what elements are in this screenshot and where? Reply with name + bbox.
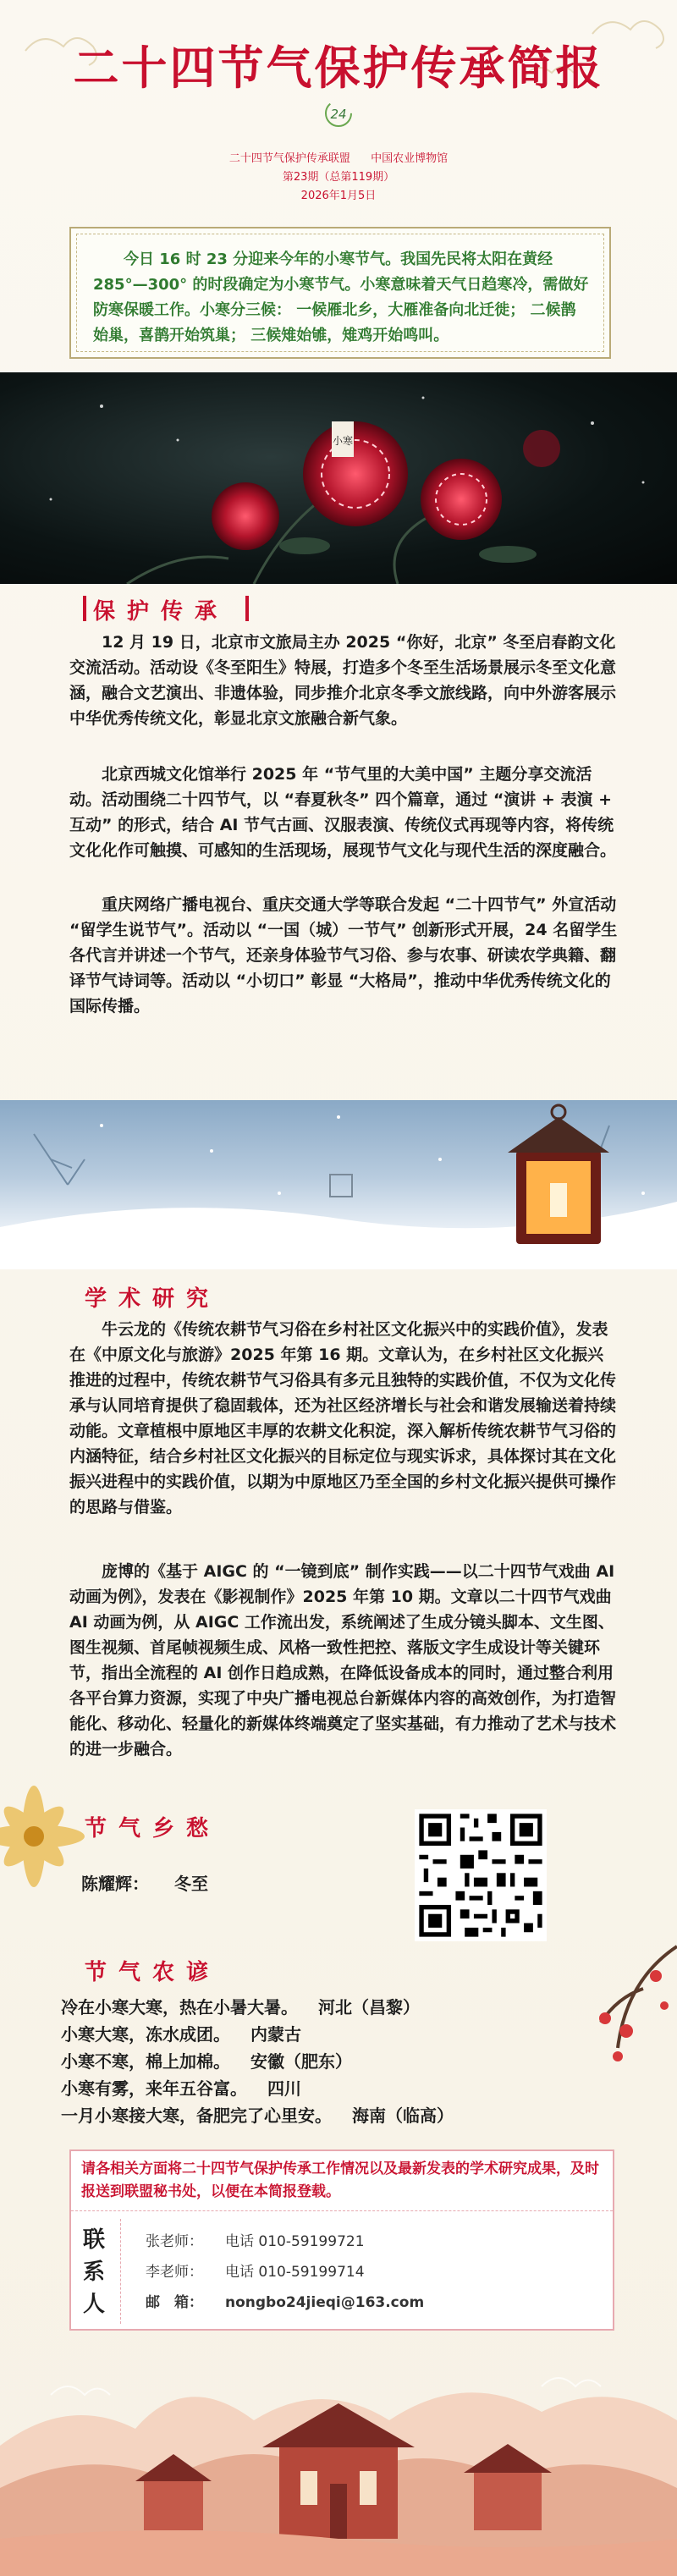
proverb-source: 内蒙古 [250, 2024, 301, 2045]
intro-text: 今日 16 时 23 分迎来今年的小寒节气。我国先民将太阳在黄经 285°—300° 的时段确定为小寒节气。小寒意味着天气日趋寒冷，需做好防寒保暖工作。小寒分三候： 一候雁北乡，大雁准备向北迁徙； 二候鹊始巢，喜鹊开始筑巢； 三候雉始雊，雉鸡开始鸣叫。 [93, 250, 589, 344]
notice-text: 请各相关方面将二十四节气保护传承工作情况以及最新发表的学术研究成果，及时报送到联盟秘书处，以便在本简报登载。 [81, 2160, 599, 2200]
banner-image-lantern [0, 1100, 677, 1269]
contact-divider [120, 2219, 122, 2324]
poem-author: 陈耀辉： [81, 1874, 149, 1894]
section-bar-left [83, 596, 86, 621]
xueshu-paragraph: 牛云龙的《传统农耕节气习俗在乡村社区文化振兴中的实践价值》，发表在《中原文化与旅游》2025 年第 16 期。文章认为，在乡村社区文化振兴推进的过程中，传统农耕节气习俗具有多元且独特的实践价值，不仅为文化传承与认同培育提供了稳固载体，还为社区经济增长与社会和谐发展输送着持续动能。文章植根中原地区丰厚的农耕文化积淀，深入解析传统农耕节气习俗的内涵特征，结合乡村社区文化振兴的目标定位与现实诉求，具体探讨其在文化振兴进程中的实践价值，以期为中原地区乃至全国的乡村文化振兴提供可操作的思路与借鉴。 [69, 1320, 617, 1516]
baohu-paragraph: 北京西城文化馆举行 2025 年 “节气里的大美中国” 主题分享交流活动。活动围绕二十四节气，以 “春夏秋冬” 四个篇章，通过 “演讲 + 表演 + 互动” 的形式，结合 AI 节气古画、汉服表演、传统仪式再现等内容，将传统文化化作可触摸、可感知的生活现场，展现节气文化与现代生活的深度融合。 [69, 765, 617, 860]
contact-name: 邮 箱： [146, 2294, 203, 2311]
intro-box [69, 227, 611, 359]
proverb-source: 四川 [267, 2078, 301, 2099]
contact-name: 张老师： [146, 2233, 203, 2250]
chrysanthemum-decoration [0, 1760, 118, 1929]
proverb-text: 一月小寒接大寒，备肥完了心里安。 [61, 2105, 332, 2126]
qr-code-icon[interactable] [415, 1809, 547, 1941]
notice-divider [71, 2210, 613, 2212]
jieqi-logo-icon [323, 98, 354, 129]
org-line [0, 149, 677, 165]
notice-box [69, 2149, 614, 2331]
proverb-text: 小寒不寒，棉上加棉。 [61, 2051, 230, 2072]
contact-phone[interactable]: 电话 010-59199721 [225, 2233, 365, 2250]
contact-label: 联系人 [83, 2227, 106, 2317]
page-title: 二十四节气保护传承简报 [73, 41, 604, 95]
proverb-item [61, 2075, 586, 2102]
proverb-source: 安徽（肥东） [250, 2051, 352, 2072]
contact-phone[interactable]: 电话 010-59199714 [225, 2264, 365, 2281]
xueshu-paragraph: 庞博的《基于 AIGC 的 “一镜到底” 制作实践——以二十四节气戏曲 AI 动画为例》，发表在《影视制作》2025 年第 10 期。文章以二十四节气戏曲 AI 动画为例，从 AIGC 工作流出发，系统阐述了生成分镜头脚本、文生图、图生视频、首尾帧视频生成、风格一致性把控、落版文字生成设计等关键环节，指出全流程的 AI 创作日趋成熟，在降低设备成本的同时，通过整合利用各平台算力资源，实现了中央广播电视总台新媒体内容的高效创作，为打造智能化、移动化、轻量化的新媒体终端奠定了坚实基础，有力推动了艺术与技术的进一步融合。 [69, 1562, 617, 1759]
proverb-text: 冷在小寒大寒，热在小暑大暑。 [61, 1997, 298, 2017]
issue-date: 2026年1月5日 [300, 190, 377, 202]
baohu-paragraph: 重庆网络广播电视台、重庆交通大学等联合发起 “二十四节气” 外宣活动 “留学生说节气”。活动以 “一国（城）一节气” 创新形式开展，24 名留学生各代言并讲述一个节气，还亲身体验节气习俗、参与农事、研读农学典籍、翻译节气诗词等。活动以 “小切口” 彰显 “大格局”，推动中华优秀传统文化的国际传播。 [69, 895, 618, 1016]
contact-row [146, 2260, 365, 2281]
contact-email[interactable]: nongbo24jieqi@163.com [225, 2294, 425, 2311]
lantern-illustration [0, 1100, 677, 1269]
section-title-baohu: 保护传承 [93, 599, 229, 625]
proverb-source: 河北（昌黎） [318, 1997, 420, 2017]
section-title-nongyan: 节气农谚 [85, 1960, 221, 1985]
section-title-xiangchou: 节气乡愁 [85, 1816, 221, 1841]
logo-text: 24 [330, 107, 347, 122]
banner-image-flowers [0, 372, 677, 584]
flowers-illustration [0, 372, 677, 584]
poem-credit [81, 1870, 234, 1895]
baohu-paragraph: 12 月 19 日，北京市文旅局主办 2025 “你好，北京” 冬至启春韵文化交流活动。活动设《冬至阳生》特展，打造多个冬至生活场景展示冬至文化意涵，融合文艺演出、非遗体验，同步推介北京冬季文旅线路，向中外游客展示中华优秀传统文化，彰显北京文旅融合新气象。 [69, 633, 617, 728]
banner-stamp-text: 小寒 [332, 435, 354, 447]
proverb-item [61, 2102, 586, 2129]
poem-title: 冬至 [174, 1874, 208, 1894]
contact-name: 李老师： [146, 2264, 203, 2281]
proverb-item [61, 1994, 586, 2021]
proverb-item [61, 2048, 586, 2075]
proverb-text: 小寒有雾，来年五谷富。 [61, 2078, 247, 2099]
proverb-text: 小寒大寒，冻水成团。 [61, 2024, 230, 2045]
proverb-source: 海南（临高） [352, 2105, 454, 2126]
header [0, 0, 677, 212]
org-alliance: 二十四节气保护传承联盟 [228, 152, 350, 165]
contact-row [146, 2229, 365, 2250]
plum-branch-decoration [575, 1938, 677, 2107]
proverb-list [61, 1994, 586, 2129]
issue-number: 第23期（总第119期） [282, 171, 395, 184]
proverb-item [61, 2021, 586, 2048]
org-museum: 中国农业博物馆 [371, 152, 449, 165]
landscape-illustration [0, 2344, 677, 2576]
section-bar-right [245, 596, 249, 621]
section-title-xueshu: 学术研究 [85, 1286, 221, 1312]
contact-row [146, 2290, 424, 2311]
footer-landscape [0, 2344, 677, 2576]
